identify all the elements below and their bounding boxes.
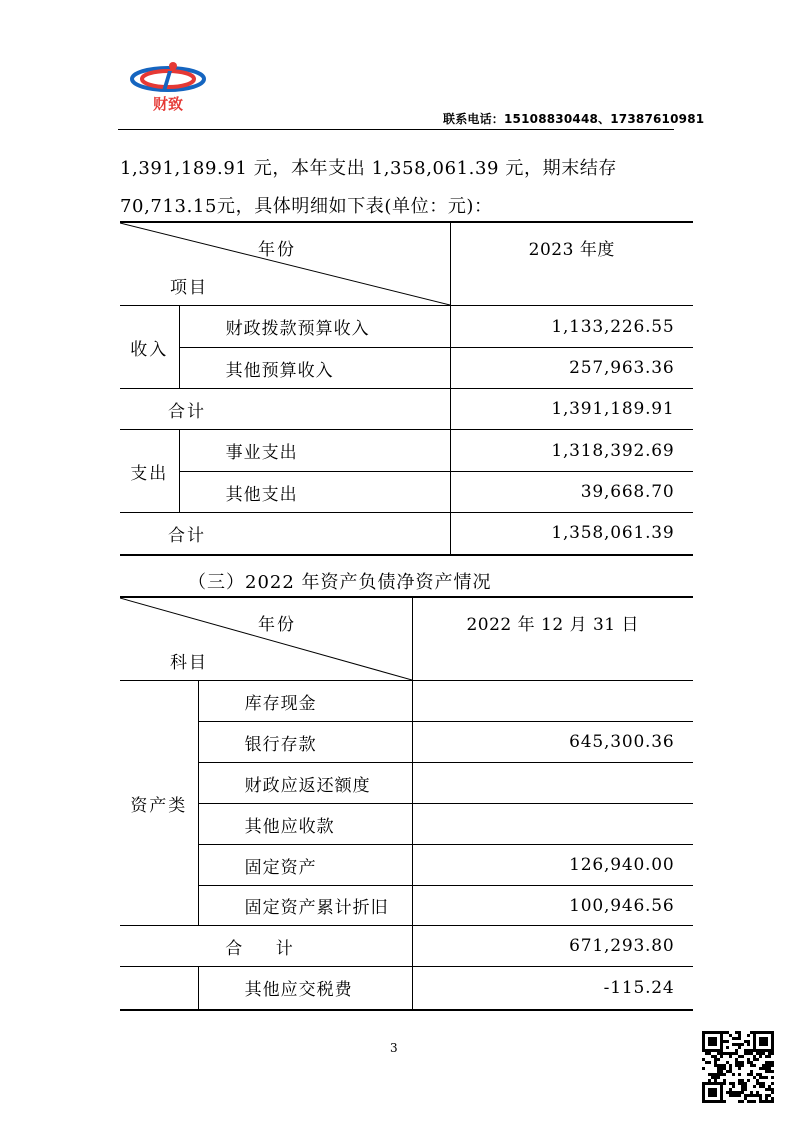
row-label: 其他预算收入 [179,348,450,389]
year-header-cell [451,222,693,306]
row-value: 39,668.70 [451,472,693,513]
income-total-value: 1,391,189.91 [451,389,693,430]
row-value [413,681,693,722]
company-logo [128,57,208,119]
row-value: -115.24 [413,967,693,1010]
assets-total-text: 合 计 [225,938,307,959]
row-value: 126,940.00 [413,845,693,886]
expense-category: 支出 [120,430,179,513]
logo-text: 财致 [152,95,184,113]
page-number: 3 [390,1041,398,1055]
budget-table [120,221,693,556]
diagonal-header-cell [120,222,451,306]
row-label: 其他应收款 [198,804,412,845]
header-subject-label: 科目 [170,653,208,673]
header-year-label: 年份 [258,240,296,260]
row-label: 银行存款 [198,722,412,763]
date-header-cell [413,597,693,681]
row-label: 财政应返还额度 [198,763,412,804]
contact-phone: 联系电话：15108830448、17387610981 [443,112,705,126]
row-label: 其他支出 [179,472,450,513]
row-label: 财政拨款预算收入 [179,306,450,348]
header-year-label: 年份 [258,615,296,635]
assets-category: 资产类 [120,681,198,926]
income-total-label: 合计 [120,389,451,430]
row-value: 1,318,392.69 [451,430,693,472]
row-value [413,804,693,845]
row-value [413,763,693,804]
expense-total-value: 1,358,061.39 [451,513,693,555]
row-label: 事业支出 [179,430,450,472]
expense-total-label: 合计 [120,513,451,555]
intro-line-2: 70,713.15元，具体明细如下表(单位：元)： [120,196,493,217]
row-label: 库存现金 [198,681,412,722]
row-value: 257,963.36 [451,348,693,389]
header-divider [118,129,674,130]
row-value: 100,946.56 [413,886,693,926]
year-header: 2023 年度 [528,240,615,260]
empty-category-cell [120,967,198,1010]
row-value: 1,133,226.55 [451,306,693,348]
diagonal-header-cell [120,597,413,681]
assets-total-label [120,926,413,967]
qr-code-image [702,1029,774,1105]
header-item-label: 项目 [170,278,208,298]
income-category: 收入 [120,306,179,389]
row-value: 645,300.36 [413,722,693,763]
row-label: 固定资产 [198,845,412,886]
balance-table [120,596,693,1011]
row-label: 固定资产累计折旧 [198,886,412,926]
row-label: 其他应交税费 [198,967,412,1010]
section-title: （三）2022 年资产负债净资产情况 [188,572,492,593]
date-header: 2022 年 12 月 31 日 [466,615,640,635]
assets-total-value: 671,293.80 [413,926,693,967]
intro-line-1: 1,391,189.91 元，本年支出 1,358,061.39 元，期末结存 [120,158,618,179]
